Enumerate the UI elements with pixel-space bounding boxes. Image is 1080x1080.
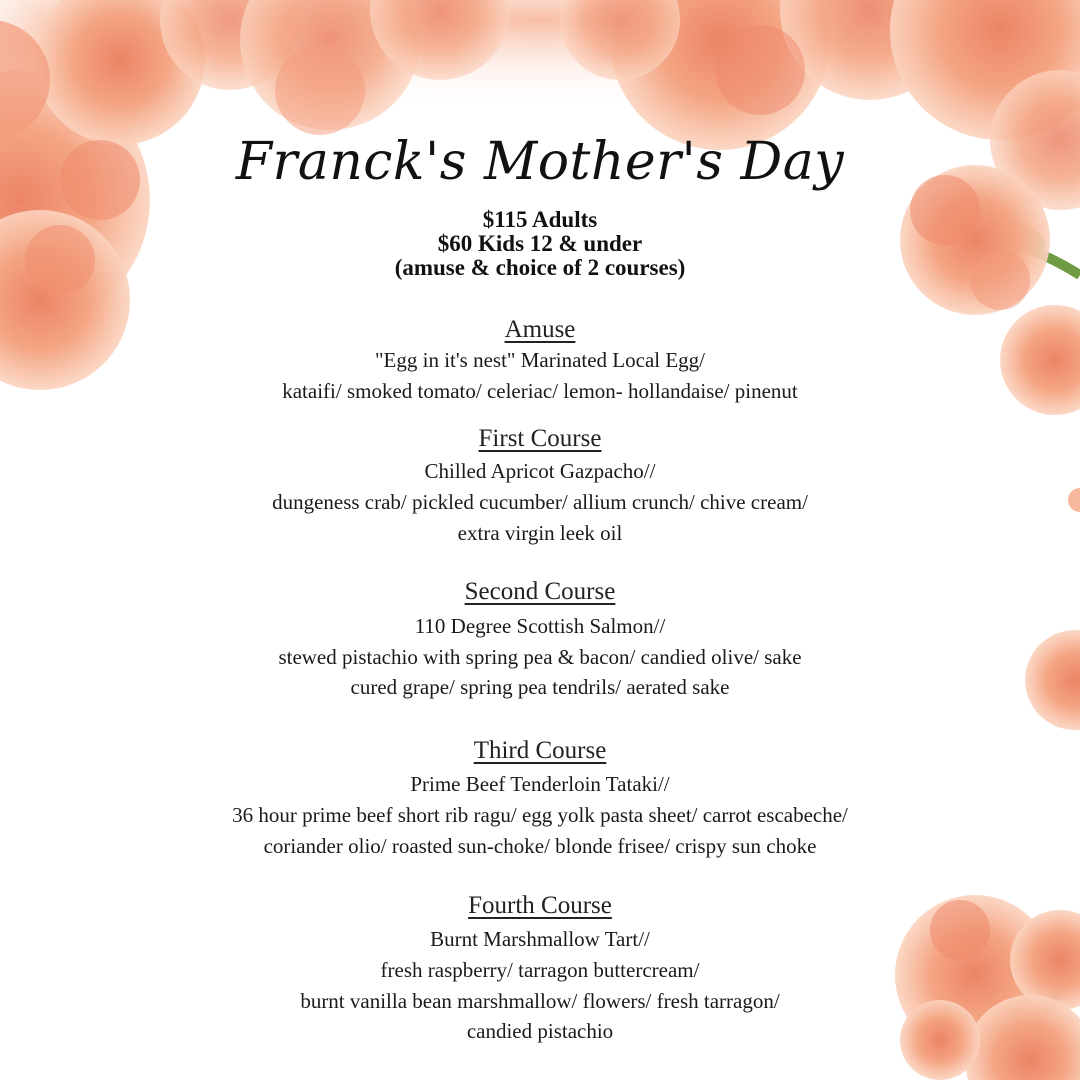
course-line: 110 Degree Scottish Salmon// [414, 614, 666, 638]
course-line: kataifi/ smoked tomato/ celeriac/ lemon- hollandaise/ pinenut [282, 379, 798, 403]
price-kids: $60 Kids 12 & under [437, 231, 643, 256]
price-adults: $115 Adults [482, 207, 598, 232]
course-line: cured grape/ spring pea tendrils/ aerated sake [350, 675, 730, 699]
course-heading-amuse: Amuse [504, 316, 576, 343]
course-heading-fourth: Fourth Course [468, 892, 612, 919]
course-line: Burnt Marshmallow Tart// [430, 927, 650, 951]
menu-title: Franck's Mother's Day [235, 132, 845, 192]
course-line: "Egg in it's nest" Marinated Local Egg/ [374, 348, 706, 372]
course-line: fresh raspberry/ tarragon buttercream/ [380, 958, 700, 982]
course-line: dungeness crab/ pickled cucumber/ allium crunch/ chive cream/ [272, 490, 808, 514]
course-heading-third: Third Course [473, 737, 607, 764]
course-line: stewed pistachio with spring pea & bacon/ candied olive/ sake [278, 645, 802, 669]
course-line: candied pistachio [466, 1019, 614, 1043]
course-line: 36 hour prime beef short rib ragu/ egg yolk pasta sheet/ carrot escabeche/ [232, 803, 848, 827]
price-note: (amuse & choice of 2 courses) [394, 255, 686, 280]
course-line: burnt vanilla bean marshmallow/ flowers/ fresh tarragon/ [300, 989, 780, 1013]
course-line: Chilled Apricot Gazpacho// [424, 459, 656, 483]
course-line: coriander olio/ roasted sun-choke/ blonde frisee/ crispy sun choke [263, 834, 817, 858]
course-heading-first: First Course [478, 425, 602, 452]
course-line: extra virgin leek oil [457, 521, 623, 545]
course-heading-second: Second Course [464, 578, 616, 605]
course-line: Prime Beef Tenderloin Tataki// [410, 772, 670, 796]
